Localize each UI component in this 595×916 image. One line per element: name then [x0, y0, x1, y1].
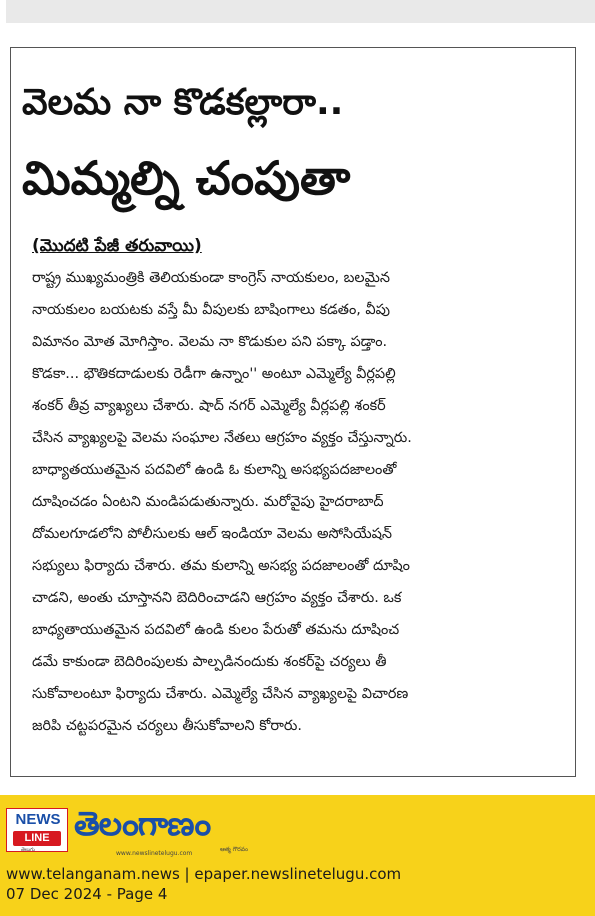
footer-sites: www.telanganam.news | epaper.newslinetelugu.com	[6, 865, 402, 883]
article-body-line: దూషించడం ఏంటని మండిపడుతున్నారు. మరోవైపు హైదరాబాద్	[32, 494, 384, 510]
article-body-line: సభ్యులు ఫిర్యాదు చేశారు. తమ కులాన్ని అసభ్య పదజాలంతో దూషిం	[32, 558, 410, 574]
badge-news-text: NEWS	[15, 811, 61, 828]
continuation-label: (మొదటి పేజీ తరువాయి)	[32, 236, 202, 256]
article-body-line: బాధ్యతాయుతమైన పదవిలో ఉండి కులం పేరుతో తమను దూషించ	[32, 622, 400, 638]
top-strip	[6, 0, 595, 23]
article-body-line: రాష్ట్ర ముఖ్యమంత్రికి తెలియకుండా కాంగ్రెస్ నాయకులం, బలమైన	[32, 270, 390, 286]
brand-tagline: ఆత్మ గౌరవం	[220, 846, 249, 853]
badge-subtitle: తెలుగు	[21, 847, 35, 853]
footer-date-page: 07 Dec 2024 - Page 4	[6, 885, 168, 903]
article-body-line: సుకోవాలంటూ ఫిర్యాదు చేశారు. ఎమ్మెల్యే చేసిన వ్యాఖ్యలపై విచారణ	[32, 686, 409, 702]
headline-line-1: వెలమ నా కొడకల్లారా..	[22, 82, 344, 123]
article-body-line: చాడని, అంతు చూస్తానని బెదిరించాడని ఆగ్రహం వ్యక్తం చేశారు. ఒక	[32, 590, 402, 606]
newsline-badge	[6, 808, 68, 852]
article-body-line: బాధ్యాతయుతమైన పదవిలో ఉండి ఓ కులాన్ని అసభ్యపదజాలంతో	[32, 462, 397, 478]
article-body-line: డమే కాకుండా బెదిరింపులకు పాల్పడినందుకు శంకర్‌పై చర్యలు తీ	[32, 654, 387, 670]
brand-url: www.newslinetelugu.com	[116, 850, 193, 857]
headline-line-2: మిమ్మల్ని చంపుతా	[22, 151, 351, 205]
article-body-line: చేసిన వ్యాఖ్యలపై వెలమ సంఘాల నేతలు ఆగ్రహం వ్యక్తం చేస్తున్నారు.	[32, 430, 412, 446]
article-body-line: నాయకులం బయటకు వస్తే మీ వీపులకు బాషింగాలు కడతం, వీపు	[32, 302, 391, 318]
article-body-line: విమానం మోత మోగిస్తాం. వెలమ నా కొడుకుల పని పక్కా పడ్తాం.	[32, 334, 388, 350]
article-body-line: కొడకా... భౌతికదాడులకు రెడీగా ఉన్నాం'' అంటూ ఎమ్మెల్యే వీర్లపల్లి	[32, 366, 396, 382]
brand-name: తెలంగాణం	[74, 804, 211, 843]
newspaper-logo	[6, 804, 251, 860]
article-body	[32, 262, 554, 762]
article-body-line: దోమలగూడలోని పోలీసులకు ఆల్ ఇండియా వెలమ అసోసియేషన్	[32, 526, 392, 542]
article-body-line: శంకర్ తీవ్ర వ్యాఖ్యలు చేశారు. షాద్ నగర్ ఎమ్మెల్యే వీర్లపల్లి శంకర్	[32, 398, 386, 414]
article-body-line: జరిపి చట్టపరమైన చర్యలు తీసుకోవాలని కోరారు.	[32, 718, 302, 734]
badge-line-text: LINE	[13, 831, 61, 846]
